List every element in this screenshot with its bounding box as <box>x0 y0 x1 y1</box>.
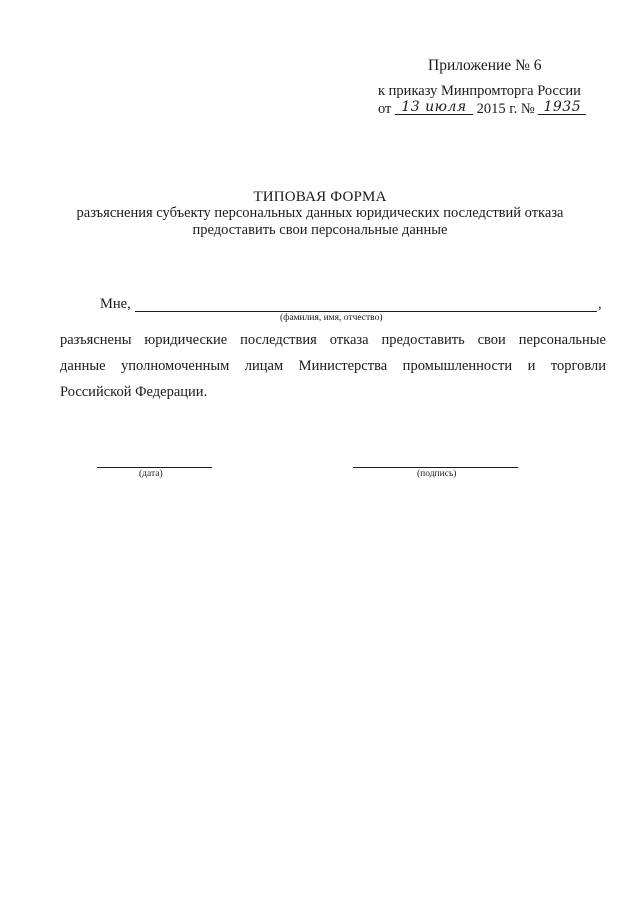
date-input-line[interactable] <box>97 467 212 468</box>
year-text: 2015 г. № <box>476 101 535 117</box>
fio-input-line[interactable] <box>135 311 597 312</box>
form-subtitle-line-1: разъяснения субъекту персональных данных юридических последствий отказа <box>76 205 564 221</box>
declaration-line-1: разъяснены юридические последствия отказа предоставить свои персональные <box>60 332 606 348</box>
declaration-body <box>60 327 606 405</box>
declaration-line-2: данные уполномоченным лицам Министерства промышленности и торговли <box>60 358 606 374</box>
fio-comma: , <box>598 296 602 312</box>
form-subtitle-line-2: предоставить свои персональные данные <box>192 222 448 238</box>
date-caption: (дата) <box>139 469 163 479</box>
fio-caption: (фамилия, имя, отчество) <box>280 313 383 323</box>
order-reference: к приказу Минпромторга России <box>378 83 581 99</box>
declaration-line-3: Российской Федерации. <box>60 384 208 400</box>
order-date-line <box>378 101 586 118</box>
form-title: ТИПОВАЯ ФОРМА <box>253 189 387 205</box>
handwritten-order-number: 1935 <box>538 100 586 115</box>
signature-input-line[interactable] <box>353 467 518 468</box>
form-subtitle <box>0 205 640 239</box>
date-prefix: от <box>378 101 392 117</box>
appendix-title: Приложение № 6 <box>428 57 542 74</box>
signature-caption: (подпись) <box>417 469 457 479</box>
me-label: Мне, <box>100 296 131 312</box>
handwritten-date: 13 июля <box>395 100 473 115</box>
